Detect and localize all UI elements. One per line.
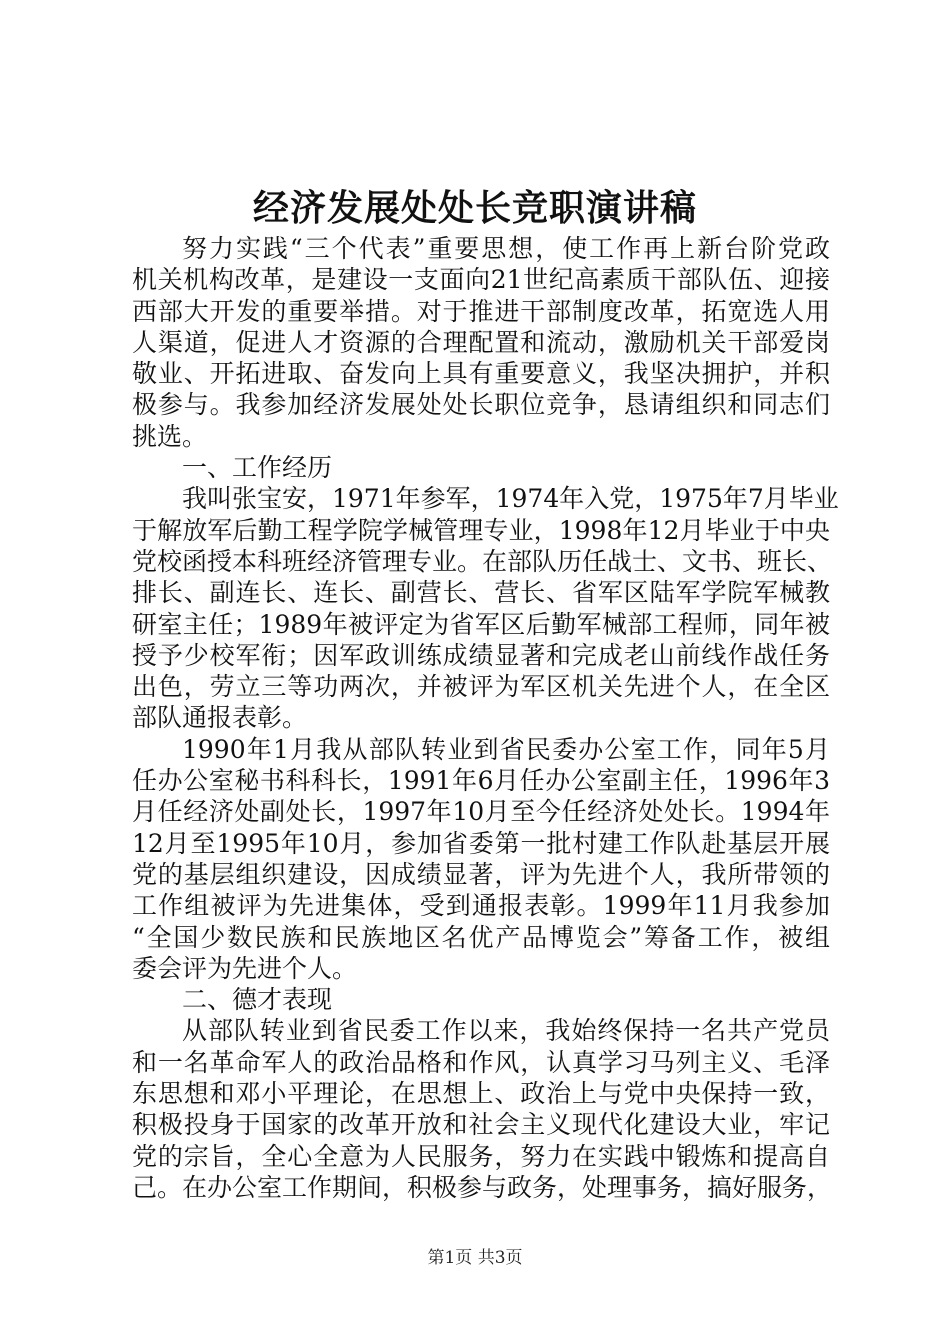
text-line: 二、德才表现 [182, 985, 333, 1015]
text-line: 敬业、开拓进取、奋发向上具有重要意义，我坚决拥护，并积 [132, 359, 830, 389]
text-line: 12月至1995年10月，参加省委第一批村建工作队赴基层开展 [132, 828, 830, 858]
text-line: 1990年1月我从部队转业到省民委办公室工作，同年5月 [182, 734, 830, 764]
text-line: 努力实践“三个代表”重要思想，使工作再上新台阶党政 [182, 234, 830, 263]
text-line: 党的宗旨，全心全意为人民服务，努力在实践中锻炼和提高自 [132, 1141, 830, 1171]
text-line: 西部大开发的重要举措。对于推进干部制度改革，拓宽选人用 [132, 296, 830, 326]
text-line: 从部队转业到省民委工作以来，我始终保持一名共产党员 [182, 1016, 830, 1046]
document-body [132, 233, 839, 1203]
text-line: 任办公室秘书科科长，1991年6月任办公室副主任，1996年3 [132, 766, 830, 796]
text-line: 己。在办公室工作期间，积极参与政务，处理事务，搞好服务， [132, 1172, 833, 1202]
text-line: 东思想和邓小平理论，在思想上、政治上与党中央保持一致， [132, 1079, 830, 1109]
text-line: 人渠道，促进人才资源的合理配置和流动，激励机关干部爱岗 [132, 327, 830, 357]
text-line: 积极投身于国家的改革开放和社会主义现代化建设大业，牢记 [132, 1110, 830, 1140]
text-line: “全国少数民族和民族地区名优产品博览会”筹备工作，被组 [132, 922, 830, 952]
text-line: 党的基层组织建设，因成绩显著，评为先进个人，我所带领的 [132, 859, 830, 889]
text-line: 党校函授本科班经济管理专业。在部队历任战士、文书、班长、 [132, 546, 833, 576]
text-line: 一、工作经历 [182, 453, 333, 483]
text-line: 月任经济处副处长，1997年10月至今任经济处处长。1994年 [132, 797, 830, 827]
text-line: 挑选。 [132, 421, 208, 451]
document-title: 经济发展处处长竞职演讲稿 [252, 187, 697, 229]
text-line: 和一名革命军人的政治品格和作风，认真学习马列主义、毛泽 [132, 1047, 830, 1077]
text-line: 我叫张宝安，1971年参军，1974年入党，1975年7月毕业 [182, 484, 839, 514]
text-line: 研室主任；1989年被评定为省军区后勤军械部工程师，同年被 [132, 609, 830, 639]
text-line: 工作组被评为先进集体，受到通报表彰。1999年11月我参加 [132, 891, 830, 921]
text-line: 出色，劳立三等功两次，并被评为军区机关先进个人，在全区 [132, 672, 830, 702]
text-line: 排长、副连长、连长、副营长、营长、省军区陆军学院军械教 [132, 578, 830, 608]
text-line: 部队通报表彰。 [132, 703, 308, 733]
text-line: 机关机构改革，是建设一支面向21世纪高素质干部队伍、迎接 [132, 265, 830, 295]
text-line: 极参与。我参加经济发展处处长职位竞争，恳请组织和同志们 [132, 390, 830, 420]
text-line: 于解放军后勤工程学院学械管理专业，1998年12月毕业于中央 [132, 515, 830, 545]
text-line: 授予少校军衔；因军政训练成绩显著和完成老山前线作战任务 [132, 640, 830, 670]
text-line: 委会评为先进个人。 [132, 953, 358, 983]
page-footer: 第1页 共3页 [427, 1248, 523, 1268]
